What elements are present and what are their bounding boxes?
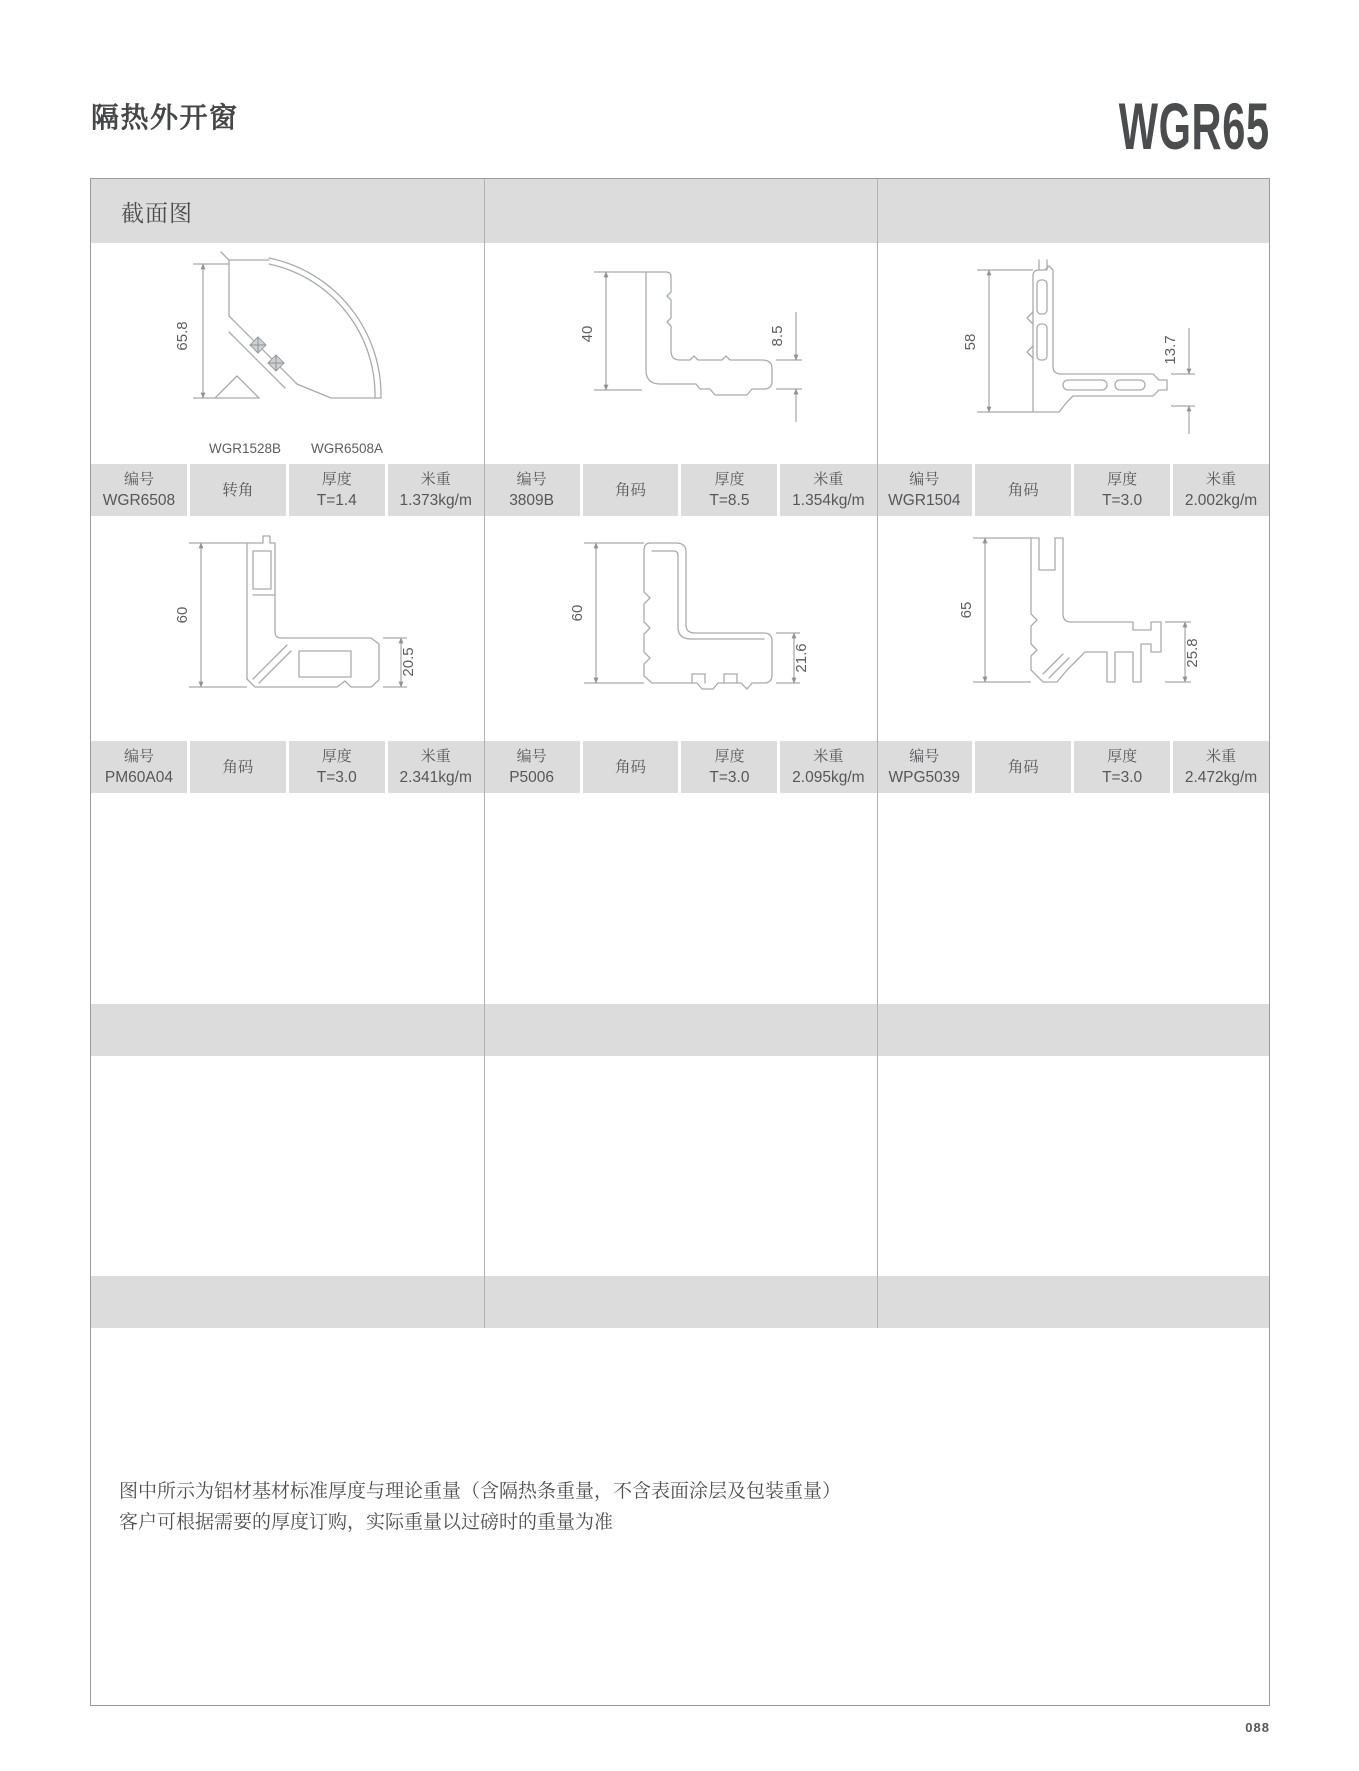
profile-drawing-wpg5039 [876, 516, 1269, 741]
profile-drawing-p5006 [484, 516, 877, 741]
empty-drawing-row-1 [91, 793, 1269, 1004]
table-header [91, 179, 1269, 243]
profile-outline [221, 252, 381, 398]
footnote-line-2: 客户可根据需要的厚度订购，实际重量以过磅时的重量为准 [119, 1512, 614, 1533]
empty-spec-row-2 [91, 1276, 1269, 1328]
dimension-extension [594, 272, 646, 390]
profile-detail [652, 551, 764, 639]
dimension-label: 65.8 [174, 320, 192, 351]
profile-cavity [299, 651, 351, 677]
spec-thickness-label: 厚度 [321, 470, 352, 488]
profile-detail [1043, 654, 1069, 678]
empty-spec-row-1 [91, 1004, 1269, 1056]
profile-detail [692, 674, 737, 683]
spec-cells-pm60a04 [91, 741, 484, 793]
spec-row-2 [91, 741, 1269, 793]
spec-thickness: 厚度 T=3.0 [1074, 464, 1170, 516]
spec-type: 角码 [190, 741, 286, 793]
spec-cells-wgr1504 [876, 464, 1269, 516]
spec-row-1 [91, 464, 1269, 516]
cross-section-table [90, 178, 1270, 1706]
spec-code-label: 编号 [123, 470, 154, 488]
spec-weight: 米重 2.341kg/m [388, 741, 484, 793]
dimension-label: 65 [957, 601, 975, 618]
spec-weight-label: 米重 [420, 470, 451, 488]
spec-weight: 米重 2.095kg/m [780, 741, 876, 793]
footnotes [91, 1328, 1269, 1705]
frame-profile-diagram [943, 254, 1203, 454]
column-divider [877, 179, 878, 1328]
profile-sublabel: WGR1528B [209, 440, 282, 456]
profile-cavity [1037, 280, 1047, 314]
spec-weight: 米重 1.354kg/m [780, 464, 876, 516]
spec-thickness-value: T=1.4 [316, 491, 357, 509]
column-divider [484, 179, 485, 1328]
spec-thickness: 厚度 T=3.0 [1074, 741, 1170, 793]
spec-thickness: 厚度 T=3.0 [289, 741, 385, 793]
spec-code: 编号 WGR1504 [876, 464, 972, 516]
spec-type: 角码 [975, 464, 1071, 516]
spec-weight: 米重 2.002kg/m [1173, 464, 1269, 516]
spec-weight-value: 1.373kg/m [399, 491, 472, 509]
profile-cavity [1037, 324, 1047, 360]
corner-bracket-diagram [550, 254, 810, 454]
profile-outline [215, 376, 259, 398]
profile-outline [644, 543, 772, 689]
series-code: WGR65 [1118, 89, 1270, 163]
profile-cavity [1063, 380, 1107, 390]
spec-weight: 米重 2.472kg/m [1173, 741, 1269, 793]
spec-cells-wpg5039 [876, 741, 1269, 793]
spec-type-value: 转角 [222, 481, 254, 499]
dimension-extension [584, 543, 644, 683]
spec-code: 编号 3809B [484, 464, 580, 516]
profile-outline [1031, 538, 1161, 682]
spec-code [91, 464, 187, 516]
profile-drawing-wgr1504 [876, 243, 1269, 464]
footnote-line-1: 图中所示为铝材基材标准厚度与理论重量（含隔热条重量，不含表面涂层及包装重量） [119, 1481, 842, 1502]
spec-type: 角码 [583, 741, 679, 793]
spec-weight [388, 464, 484, 516]
profile-outline [269, 258, 381, 398]
dimension-label: 8.5 [768, 325, 786, 346]
spec-thickness: 厚度 T=8.5 [681, 464, 777, 516]
spec-code: 编号 PM60A04 [91, 741, 187, 793]
spec-code-value: WGR6508 [102, 491, 176, 509]
spec-cells-3809b [484, 464, 877, 516]
dimension-label: 13.7 [1161, 334, 1179, 365]
profile-cavity [1115, 380, 1145, 390]
dimension-extension [977, 270, 1033, 412]
spec-code: 编号 WPG5039 [876, 741, 972, 793]
corner-profile-diagram [157, 248, 417, 460]
profile-sublabel: WGR6508A [311, 440, 384, 456]
dimension-extension [776, 360, 802, 389]
dimension-extension [973, 538, 1031, 682]
drawing-row-1 [91, 243, 1269, 464]
dimension-label: 60 [568, 604, 586, 621]
empty-drawing-row-2 [91, 1056, 1269, 1276]
dimension-label: 40 [578, 325, 596, 342]
spec-cells-p5006 [484, 741, 877, 793]
profile-drawing-wgr6508 [91, 243, 484, 464]
spec-type [190, 464, 286, 516]
dimension-extension [1171, 374, 1195, 406]
dimension-extension [189, 543, 247, 687]
dimension-extension [193, 264, 229, 398]
dimension-label: 25.8 [1183, 637, 1201, 668]
sash-profile-diagram [153, 529, 421, 729]
profile-drawing-pm60a04 [91, 516, 484, 741]
spec-type: 角码 [583, 464, 679, 516]
spec-type: 角码 [975, 741, 1071, 793]
dimension-label: 20.5 [400, 646, 418, 677]
page-title: 隔热外开窗 [91, 102, 239, 133]
profile-drawing-3809b [484, 243, 877, 464]
profile-cavity [253, 551, 271, 589]
spec-code: 编号 P5006 [484, 741, 580, 793]
sash-profile-diagram [546, 529, 814, 729]
page-number: 088 [1245, 1720, 1270, 1735]
dimension-label: 60 [174, 606, 192, 623]
profile-outline [646, 272, 772, 395]
table-header-label: 截面图 [121, 199, 193, 226]
drawing-row-2 [91, 516, 1269, 741]
profile-detail [253, 595, 291, 683]
dimension-label: 58 [961, 333, 979, 350]
spec-thickness: 厚度 T=3.0 [681, 741, 777, 793]
dimension-label: 21.6 [792, 642, 810, 673]
spec-cells-wgr6508 [91, 464, 484, 516]
spec-thickness [289, 464, 385, 516]
mullion-profile-diagram [939, 526, 1207, 732]
